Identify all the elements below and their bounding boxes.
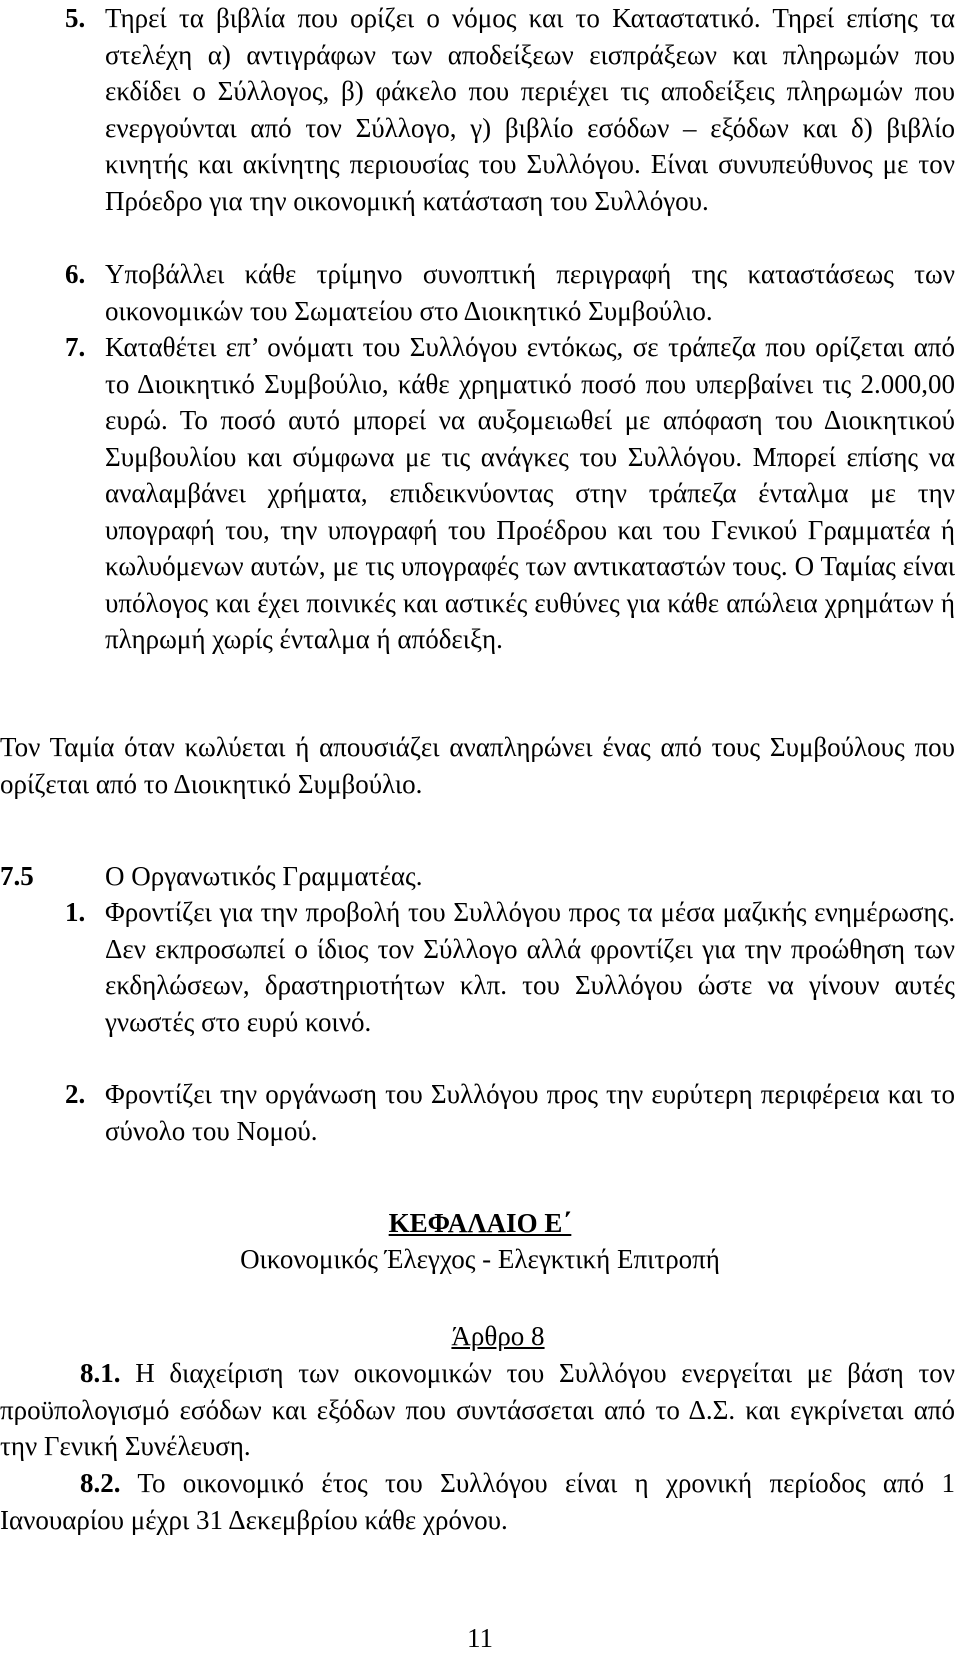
article-heading: Άρθρο 8 <box>451 1321 545 1351</box>
item-number-6: 6. <box>65 259 86 289</box>
item-number-2: 2. <box>65 1079 86 1109</box>
paragraph-number-8-2: 8.2. <box>80 1468 121 1498</box>
item-7-text: Καταθέτει επ’ ονόματι του Συλλόγου εντόκως, σε τράπεζα που ορίζεται από το Διοικητικό Συμβούλιο, κάθε χρηματικό ποσό που υπερβαίνει τις 2.000,00 ευρώ. Το ποσό αυτό μπορεί να αυξομειωθεί με απόφαση του Διοικητικού Συμβουλίου και σύμφωνα με τις ανάγκες του Συλλόγου. Μπορεί επίσης να αναλαμβάνει χρήματα, επιδεικνύοντας στην τράπεζα ένταλμα με την υπογραφή του, την υπογραφή του Προέδρου και του Γενικού Γραμματέα ή κωλυόμενων αυτών, με τις υπογραφές των αντικαταστών τους. Ο Ταμίας είναι υπόλογος και έχει ποινικές και αστικές ευθύνες για κάθε απώλεια χρημάτων ή πληρωμή χωρίς ένταλμα ή απόδειξη. <box>105 332 955 654</box>
treasurer-substitute-note: Τον Ταμία όταν κωλύεται ή απουσιάζει αναπληρώνει ένας από τους Συμβούλους που ορίζεται από το Διοικητικό Συμβούλιο. <box>0 732 955 799</box>
paragraph-8-2-text: Το οικονομικό έτος του Συλλόγου είναι η χρονική περίοδος από 1 Ιανουαρίου μέχρι 31 Δεκεμβρίου κάθε χρόνου. <box>0 1468 955 1535</box>
item-number-7: 7. <box>65 332 86 362</box>
page-number: 11 <box>467 1623 493 1653</box>
item-number-1: 1. <box>65 897 86 927</box>
chapter-subtitle: Οικονομικός Έλεγχος - Ελεγκτική Επιτροπή <box>240 1244 720 1274</box>
section-number-7-5: 7.5 <box>0 861 34 891</box>
section-7-5-item-1-text: Φροντίζει για την προβολή του Συλλόγου προς τα μέσα μαζικής ενημέρωσης. Δεν εκπροσωπεί ο ίδιος τον Σύλλογο αλλά φροντίζει για την προώθηση των εκδηλώσεων, δραστηριοτήτων κλπ. του Συλλόγου ώστε να γίνουν αυτές γνωστές στο ευρύ κοινό. <box>105 897 955 1037</box>
section-7-5-item-2-text: Φροντίζει την οργάνωση του Συλλόγου προς την ευρύτερη περιφέρεια και το σύνολο του Νομού. <box>105 1079 955 1146</box>
chapter-heading: ΚΕΦΑΛΑΙΟ Ε΄ <box>388 1208 572 1238</box>
item-number-5: 5. <box>65 3 86 33</box>
article-8-2-paragraph <box>0 1465 955 1538</box>
paragraph-number-8-1: 8.1. <box>80 1358 121 1388</box>
item-6-text: Υποβάλλει κάθε τρίμηνο συνοπτική περιγραφή της καταστάσεως των οικονομικών του Σωματείου στο Διοικητικό Συμβούλιο. <box>105 259 955 326</box>
paragraph-8-1-text: Η διαχείριση των οικονομικών του Συλλόγου ενεργείται με βάση τον προϋπολογισμό εσόδων και εξόδων που συντάσσεται από το Δ.Σ. και εγκρίνεται από την Γενική Συνέλευση. <box>0 1358 956 1461</box>
item-5-text: Τηρεί τα βιβλία που ορίζει ο νόμος και το Καταστατικό. Τηρεί επίσης τα στελέχη α) αντιγράφων των αποδείξεων εισπράξεων και πληρωμών που εκδίδει ο Σύλλογος, β) φάκελο που περιέχει τις αποδείξεις πληρωμών που ενεργούνται από τον Σύλλογο, γ) βιβλίο εσόδων – εξόδων και δ) βιβλίο κινητής και ακίνητης περιουσίας του Συλλόγου. Είναι συνυπεύθυνος με τον Πρόεδρο για την οικονομική κατάσταση του Συλλόγου. <box>105 3 955 216</box>
article-8-1-paragraph <box>0 1355 955 1465</box>
section-7-5-title: Ο Οργανωτικός Γραμματέας. <box>105 861 423 891</box>
